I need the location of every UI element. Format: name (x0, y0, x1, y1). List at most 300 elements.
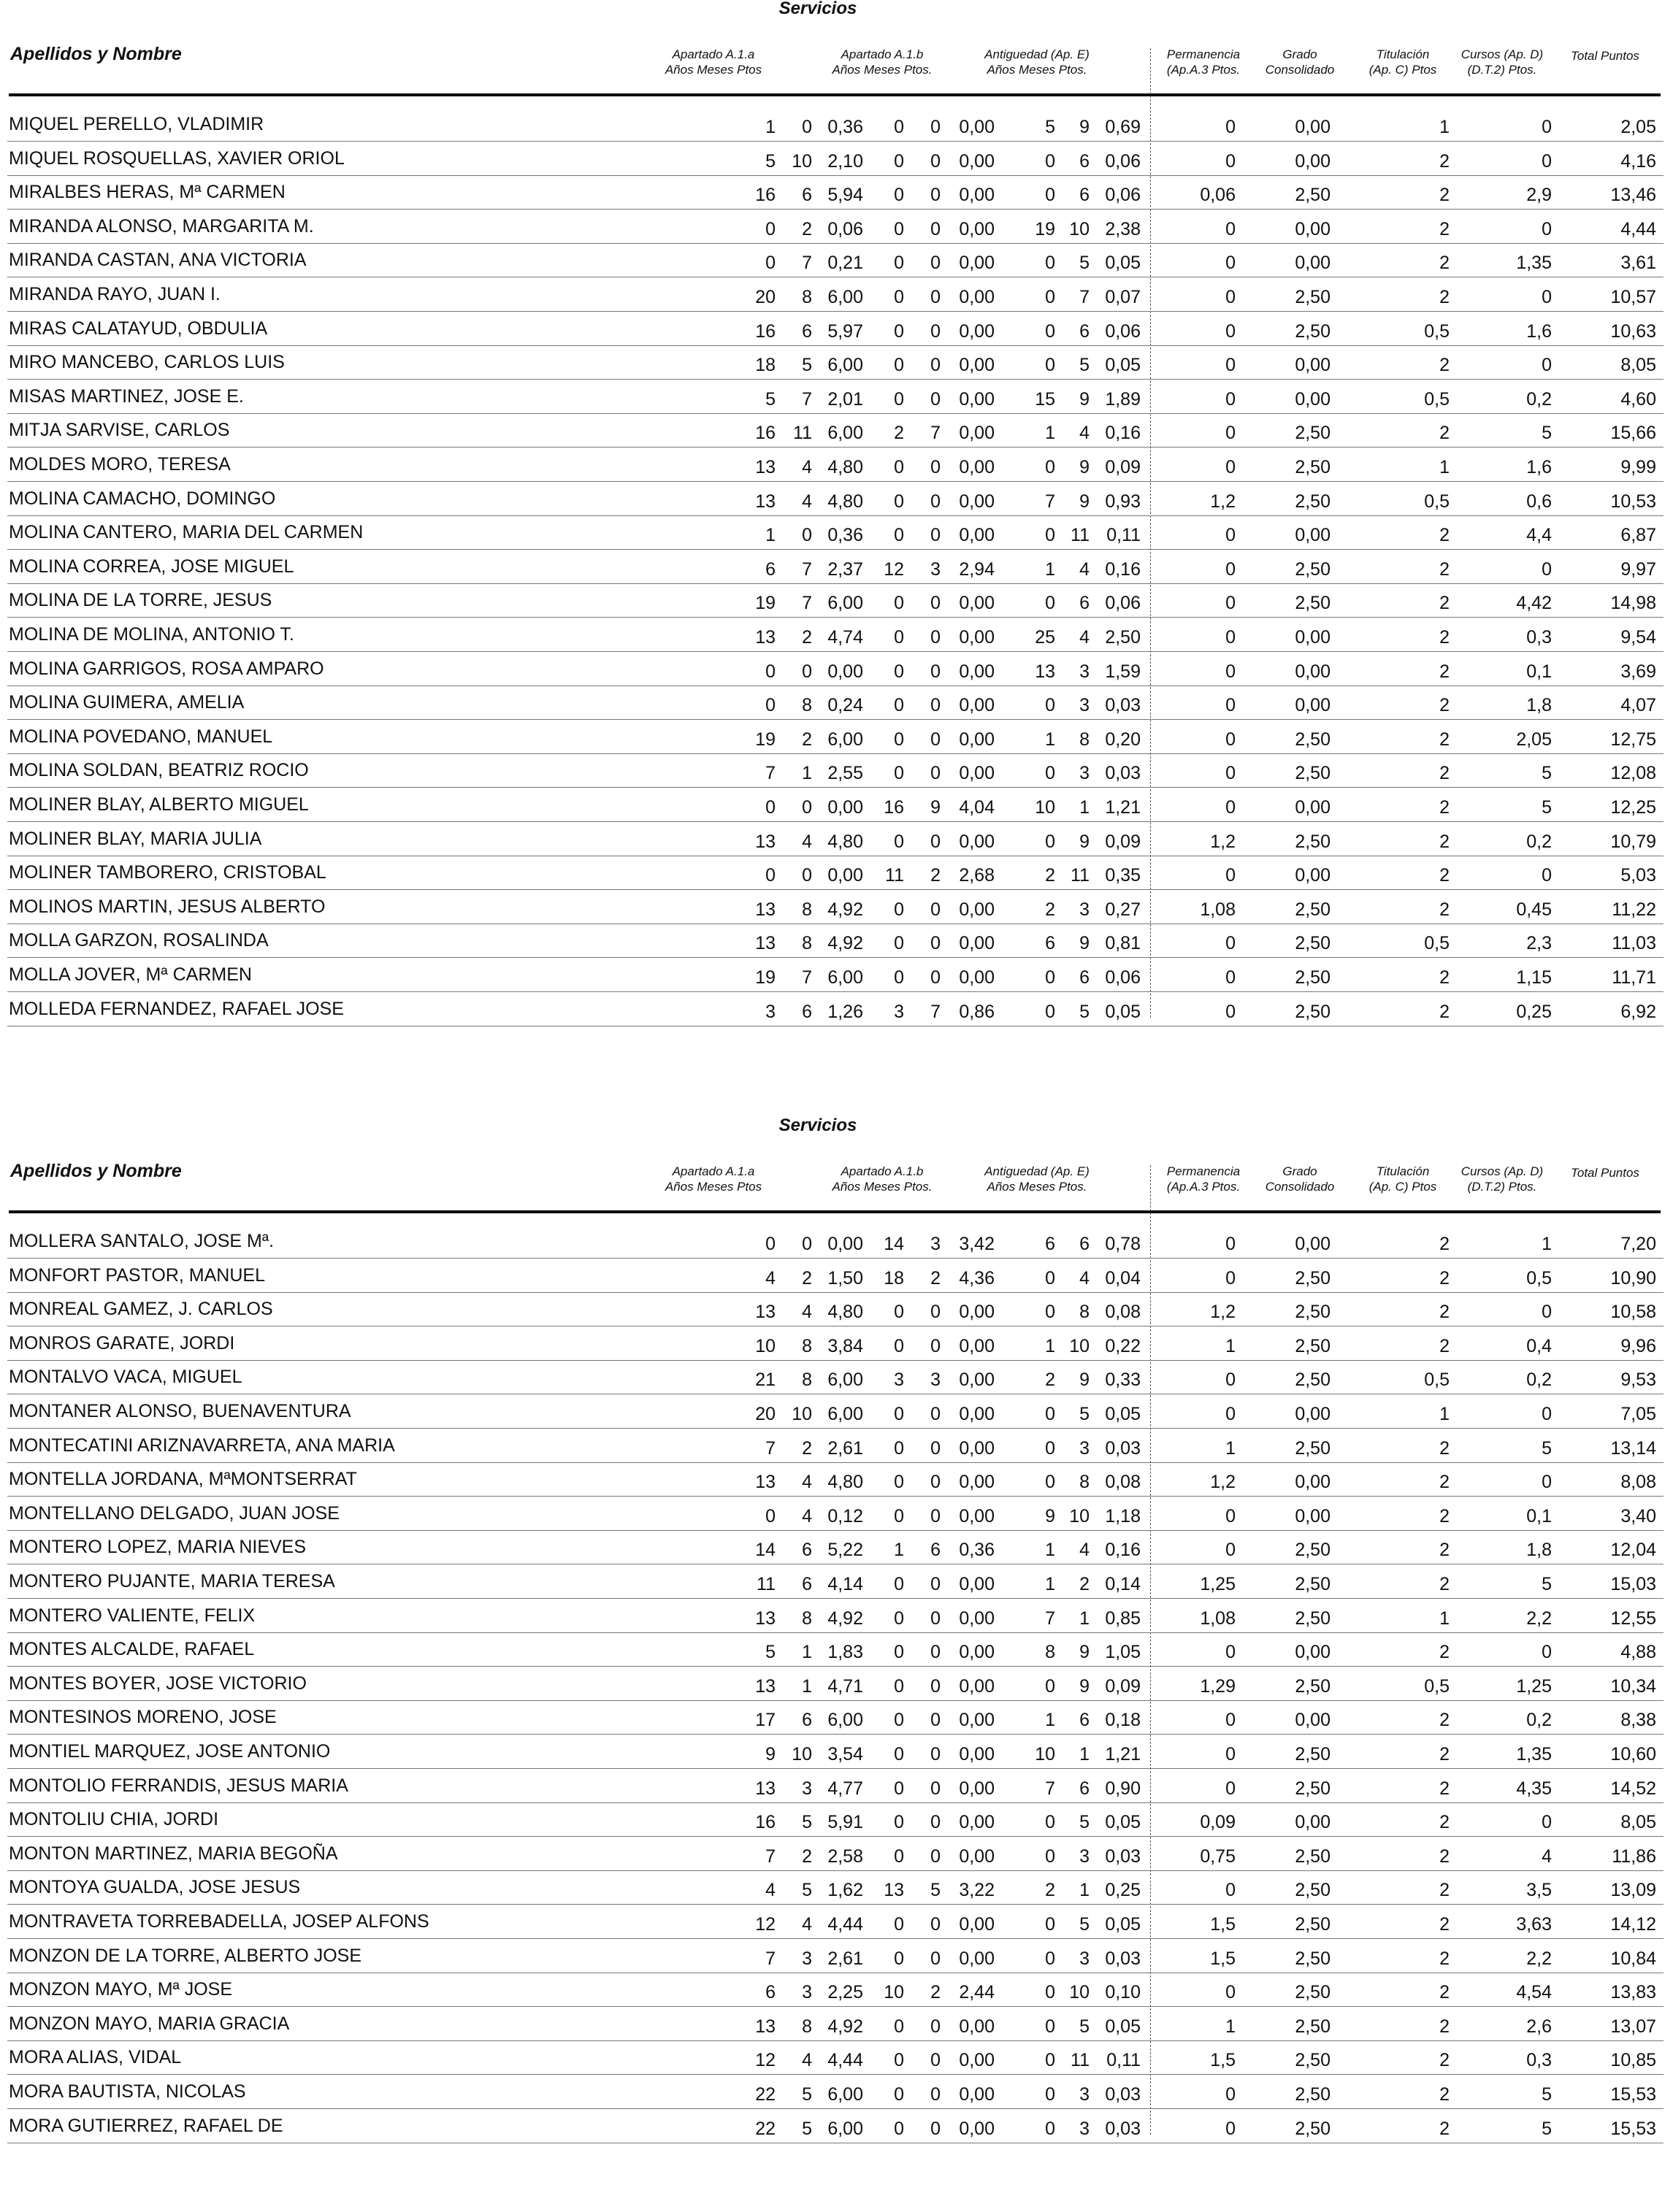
table-cell: 19 (755, 967, 776, 988)
table-cell: 6 (1045, 1234, 1055, 1254)
table-cell: 2 (1439, 218, 1450, 239)
table-cell: 0,03 (1105, 1437, 1141, 1459)
employee-name: MISAS MARTINEZ, JOSE E. (9, 385, 244, 407)
table-cell: 2 (1439, 627, 1450, 648)
table-cell: 8,08 (1620, 1472, 1656, 1493)
table-cell: 0,00 (959, 287, 995, 307)
table-cell: 0 (930, 1574, 941, 1594)
column-header-total: Total Puntos (1571, 49, 1639, 63)
table-cell: 1 (1225, 1437, 1236, 1459)
table-cell: 0 (930, 355, 941, 376)
employee-name: MOLINA CANTERO, MARIA DEL CARMEN (9, 522, 364, 543)
employee-name: MOLINOS MARTIN, JESUS ALBERTO (9, 896, 326, 917)
table-cell: 0,3 (1526, 2050, 1552, 2071)
table-cell: 5,94 (827, 185, 863, 206)
table-cell: 4,80 (827, 457, 863, 477)
table-cell: 3 (930, 1370, 941, 1391)
table-cell: 5 (802, 1812, 812, 1833)
table-cell: 6,00 (827, 423, 863, 444)
table-cell: 2 (1439, 1540, 1450, 1561)
table-cell: 0,03 (1105, 1846, 1141, 1867)
table-cell: 0 (765, 797, 776, 818)
table-cell: 0,06 (1105, 185, 1141, 206)
table-cell: 13 (755, 1675, 776, 1697)
table-cell: 2 (1439, 185, 1450, 206)
table-cell: 0,20 (1105, 729, 1141, 750)
table-cell: 0,5 (1424, 320, 1450, 342)
table-cell: 3 (1079, 1846, 1090, 1867)
table-cell: 7 (1079, 287, 1090, 307)
employee-name: MONTERO PUJANTE, MARIA TERESA (9, 1571, 335, 1591)
table-cell: 0,00 (1295, 1710, 1331, 1731)
table-cell: 2 (1439, 1335, 1450, 1356)
table-cell: 0,36 (827, 117, 863, 137)
table-cell: 2,50 (1295, 1302, 1331, 1323)
table-cell: 0 (1225, 865, 1236, 886)
table-cell: 0 (1542, 1404, 1552, 1424)
table-cell: 0,00 (1295, 218, 1331, 239)
row-separator (7, 1292, 1664, 1293)
table-cell: 0,78 (1105, 1234, 1141, 1254)
table-cell: 1,08 (1200, 899, 1236, 920)
table-cell: 0,00 (959, 1846, 995, 1867)
table-cell: 1 (802, 1675, 812, 1697)
table-cell: 6,00 (827, 967, 863, 988)
table-cell: 0,14 (1105, 1574, 1141, 1594)
table-cell: 2,44 (959, 1982, 995, 2003)
table-cell: 13 (1035, 661, 1055, 682)
table-cell: 10 (1035, 1744, 1055, 1764)
table-cell: 13 (755, 491, 776, 512)
table-cell: 2 (930, 1267, 941, 1289)
table-cell: 5 (1542, 2084, 1552, 2105)
table-cell: 1,15 (1516, 967, 1552, 988)
row-separator (7, 481, 1664, 482)
table-cell: 0 (1225, 1982, 1236, 2003)
table-cell: 0 (930, 1846, 941, 1867)
table-cell: 0 (1225, 1370, 1236, 1391)
table-cell: 13 (755, 2016, 776, 2037)
table-cell: 2,50 (1295, 2050, 1331, 2071)
employee-name: MOLINER BLAY, ALBERTO MIGUEL (9, 794, 309, 815)
row-separator (7, 345, 1664, 346)
table-row (0, 347, 1673, 381)
table-cell: 13 (755, 831, 776, 852)
table-cell: 7 (802, 967, 812, 988)
table-row (0, 484, 1673, 518)
table-cell: 0 (894, 185, 904, 206)
employee-name: MONTESINOS MORENO, JOSE (9, 1707, 277, 1728)
table-cell: 0 (1225, 117, 1236, 137)
table-cell: 0 (894, 457, 904, 477)
table-cell: 12 (884, 558, 904, 580)
table-cell: 0 (1542, 1472, 1552, 1493)
table-cell: 0 (1225, 729, 1236, 750)
table-cell: 2 (1439, 1505, 1450, 1526)
table-cell: 0,05 (1105, 355, 1141, 376)
table-cell: 2,50 (1295, 967, 1331, 988)
table-cell: 1 (1079, 797, 1090, 818)
table-cell: 5 (1079, 2016, 1090, 2037)
table-cell: 3,69 (1620, 661, 1656, 682)
table-cell: 10,58 (1610, 1302, 1656, 1323)
table-row (0, 1567, 1673, 1600)
column-header-a1a: Apartado A.1.a Años Meses Ptos (665, 1164, 762, 1194)
table-cell: 0,00 (959, 1812, 995, 1833)
table-cell: 0 (1225, 1880, 1236, 1901)
table-cell: 16 (755, 185, 776, 206)
table-cell: 19 (1035, 218, 1055, 239)
row-separator (7, 1496, 1664, 1497)
table-cell: 4 (1079, 558, 1090, 580)
column-header-grado: Grado Consolidado (1265, 1164, 1335, 1194)
table-cell: 0,00 (959, 1948, 995, 1969)
table-cell: 0,00 (959, 1505, 995, 1526)
table-cell: 1 (1045, 729, 1055, 750)
table-cell: 0 (1225, 1234, 1236, 1254)
table-cell: 2 (1439, 1437, 1450, 1459)
table-cell: 7 (802, 388, 812, 410)
table-cell: 0,3 (1526, 627, 1552, 648)
table-cell: 9 (1079, 388, 1090, 410)
table-cell: 6,00 (827, 2084, 863, 2105)
table-cell: 0,00 (1295, 388, 1331, 410)
table-cell: 1 (1225, 2016, 1236, 2037)
table-cell: 2 (1079, 1574, 1090, 1594)
table-cell: 0 (930, 1675, 941, 1697)
row-separator (7, 1632, 1664, 1633)
table-cell: 4 (802, 831, 812, 852)
table-cell: 8 (802, 695, 812, 716)
table-cell: 0 (802, 525, 812, 546)
table-cell: 6,92 (1620, 1001, 1656, 1022)
table-cell: 0 (1542, 287, 1552, 307)
table-cell: 2 (802, 1267, 812, 1289)
table-cell: 2,50 (1295, 457, 1331, 477)
table-cell: 10,79 (1610, 831, 1656, 852)
table-cell: 0,03 (1105, 2118, 1141, 2139)
table-cell: 5 (802, 2084, 812, 2105)
employee-name: MITJA SARVISE, CARLOS (9, 420, 230, 441)
table-cell: 2,50 (1295, 593, 1331, 614)
table-cell: 2 (1439, 1472, 1450, 1493)
table-cell: 2,50 (1295, 1540, 1331, 1561)
table-cell: 1 (1079, 1744, 1090, 1764)
table-cell: 2 (930, 865, 941, 886)
table-cell: 0,00 (827, 661, 863, 682)
table-cell: 5,91 (827, 1812, 863, 1833)
table-cell: 2 (1439, 593, 1450, 614)
table-cell: 0,00 (1295, 627, 1331, 648)
table-cell: 0,16 (1105, 1540, 1141, 1561)
table-row (0, 824, 1673, 858)
table-row (0, 2077, 1673, 2111)
table-row (0, 177, 1673, 211)
table-cell: 10,53 (1610, 491, 1656, 512)
table-cell: 5 (802, 355, 812, 376)
row-separator (7, 447, 1664, 448)
table-cell: 0,09 (1105, 1675, 1141, 1697)
table-cell: 0 (1542, 1302, 1552, 1323)
table-cell: 3,61 (1620, 253, 1656, 274)
table-cell: 11 (1071, 525, 1090, 546)
row-separator (7, 175, 1664, 176)
table-cell: 6 (802, 1001, 812, 1022)
column-header-total: Total Puntos (1571, 1166, 1639, 1180)
table-cell: 4,80 (827, 1302, 863, 1323)
table-cell: 0 (1225, 593, 1236, 614)
table-row (0, 1635, 1673, 1668)
table-cell: 13 (755, 1472, 776, 1493)
table-cell: 0,00 (959, 933, 995, 954)
table-cell: 1,25 (1516, 1675, 1552, 1697)
table-cell: 0 (894, 729, 904, 750)
table-row (0, 110, 1673, 143)
table-cell: 0 (930, 218, 941, 239)
table-cell: 15,66 (1610, 423, 1656, 444)
table-cell: 0 (1225, 320, 1236, 342)
table-cell: 0 (930, 627, 941, 648)
table-row (0, 1669, 1673, 1702)
table-cell: 4 (802, 1302, 812, 1323)
table-cell: 4,42 (1516, 593, 1552, 614)
employee-name: MIRANDA RAYO, JUAN I. (9, 284, 221, 304)
table-cell: 11,86 (1612, 1846, 1656, 1867)
table-cell: 0 (1225, 2118, 1236, 2139)
row-separator (7, 1836, 1664, 1837)
table-row (0, 994, 1673, 1028)
table-cell: 0,4 (1526, 1335, 1552, 1356)
table-cell: 2 (1439, 661, 1450, 682)
table-cell: 0 (1542, 558, 1552, 580)
table-row (0, 552, 1673, 585)
table-cell: 0 (894, 287, 904, 307)
table-cell: 0,00 (959, 320, 995, 342)
table-cell: 0 (894, 150, 904, 172)
table-cell: 0 (1225, 355, 1236, 376)
table-cell: 0,1 (1526, 1505, 1552, 1526)
row-separator (7, 2108, 1664, 2109)
table-cell: 20 (755, 287, 776, 307)
table-row (0, 1975, 1673, 2008)
table-cell: 4,92 (827, 1608, 863, 1629)
table-cell: 2,50 (1295, 1001, 1331, 1022)
table-cell: 0,00 (959, 1778, 995, 1799)
employee-name: MORA ALIAS, VIDAL (9, 2047, 182, 2068)
table-cell: 0,00 (959, 2118, 995, 2139)
table-cell: 0,00 (959, 831, 995, 852)
table-cell: 9,96 (1620, 1335, 1656, 1356)
row-separator (7, 1666, 1664, 1667)
table-cell: 0 (930, 593, 941, 614)
employee-name: MORA GUTIERREZ, RAFAEL DE (9, 2115, 283, 2136)
table-cell: 6 (1079, 185, 1090, 206)
table-cell: 2,25 (827, 1982, 863, 2003)
table-cell: 0,06 (1105, 320, 1141, 342)
table-cell: 0 (1225, 1540, 1236, 1561)
table-cell: 2 (1439, 423, 1450, 444)
table-cell: 0 (894, 627, 904, 648)
table-cell: 0 (930, 1505, 941, 1526)
table-cell: 2 (1439, 1982, 1450, 2003)
table-cell: 2,50 (1295, 1846, 1331, 1867)
row-separator (7, 821, 1664, 822)
table-cell: 0 (1542, 865, 1552, 886)
table-cell: 0 (930, 185, 941, 206)
table-cell: 6 (1079, 1234, 1090, 1254)
table-cell: 0,05 (1105, 1914, 1141, 1935)
row-separator (7, 991, 1664, 992)
table-cell: 1,18 (1105, 1505, 1141, 1526)
table-cell: 1 (802, 763, 812, 784)
table-cell: 2,50 (1105, 627, 1141, 648)
employee-name: MOLLEDA FERNANDEZ, RAFAEL JOSE (9, 998, 344, 1019)
table-cell: 2 (1439, 865, 1450, 886)
table-cell: 2,58 (827, 1846, 863, 1867)
table-cell: 1 (1045, 1540, 1055, 1561)
table-cell: 0 (894, 1642, 904, 1663)
column-header-tit: Titulación (Ap. C) Ptos (1368, 47, 1437, 77)
table-cell: 0,16 (1105, 558, 1141, 580)
table-cell: 2,50 (1295, 1948, 1331, 1969)
table-cell: 2,10 (827, 150, 863, 172)
table-row (0, 245, 1673, 279)
table-row (0, 892, 1673, 926)
table-cell: 2,50 (1295, 558, 1331, 580)
row-separator (7, 651, 1664, 652)
table-row (0, 450, 1673, 483)
table-cell: 3 (1079, 695, 1090, 716)
table-row (0, 1873, 1673, 1906)
table-cell: 0 (930, 525, 941, 546)
employee-name: MOLLA JOVER, Mª CARMEN (9, 964, 252, 985)
table-cell: 7 (765, 1437, 776, 1459)
table-cell: 0 (930, 1437, 941, 1459)
employee-name: MONTRAVETA TORREBADELLA, JOSEP ALFONS (9, 1911, 429, 1932)
table-cell: 13 (755, 933, 776, 954)
table-cell: 1,6 (1526, 320, 1552, 342)
table-cell: 0,75 (1200, 1846, 1236, 1867)
table-cell: 0 (1045, 525, 1055, 546)
table-cell: 7 (765, 1948, 776, 1969)
table-cell: 6,00 (827, 729, 863, 750)
table-cell: 0 (894, 388, 904, 410)
table-cell: 1 (802, 1642, 812, 1663)
table-cell: 12,08 (1610, 763, 1656, 784)
table-cell: 0 (1045, 457, 1055, 477)
employee-name: MONTOLIO FERRANDIS, JESUS MARIA (9, 1775, 348, 1796)
table-cell: 0 (930, 1914, 941, 1935)
table-cell: 4 (1079, 423, 1090, 444)
employee-name: MONZON DE LA TORRE, ALBERTO JOSE (9, 1945, 362, 1966)
table-cell: 16 (755, 423, 776, 444)
table-cell: 14,98 (1610, 593, 1656, 614)
table-cell: 9 (1079, 1675, 1090, 1697)
table-cell: 2,3 (1526, 933, 1552, 954)
table-cell: 10 (1069, 1982, 1090, 2003)
table-cell: 1 (1045, 1710, 1055, 1731)
table-cell: 0 (1225, 933, 1236, 954)
page-section (0, 0, 1673, 1095)
table-cell: 0,00 (1295, 117, 1331, 137)
table-cell: 2 (1439, 253, 1450, 274)
employee-name: MOLINER BLAY, MARIA JULIA (9, 828, 262, 849)
table-cell: 0,11 (1106, 525, 1141, 546)
table-cell: 0 (802, 797, 812, 818)
table-cell: 0 (1225, 457, 1236, 477)
table-row (0, 858, 1673, 891)
table-cell: 4 (802, 1914, 812, 1935)
employee-name: MOLDES MORO, TERESA (9, 454, 231, 475)
table-row (0, 2111, 1673, 2145)
table-cell: 2,50 (1295, 1574, 1331, 1594)
table-cell: 0 (1225, 967, 1236, 988)
table-cell: 0,25 (1105, 1880, 1141, 1901)
table-cell: 0 (894, 1710, 904, 1731)
table-cell: 0 (1225, 661, 1236, 682)
table-cell: 6,00 (827, 287, 863, 307)
table-cell: 5 (1542, 1437, 1552, 1459)
column-header-a1b: Apartado A.1.b Años Meses Ptos. (832, 1164, 933, 1194)
table-cell: 0 (894, 1812, 904, 1833)
table-cell: 8 (802, 2016, 812, 2037)
table-cell: 2 (930, 1982, 941, 2003)
table-cell: 0,5 (1424, 491, 1450, 512)
table-cell: 2 (1439, 899, 1450, 920)
table-cell: 0,00 (959, 253, 995, 274)
table-cell: 1,35 (1516, 253, 1552, 274)
table-row (0, 1362, 1673, 1396)
table-row (0, 415, 1673, 449)
table-cell: 3 (802, 1778, 812, 1799)
table-cell: 0,00 (1295, 150, 1331, 172)
employee-name: MONTECATINI ARIZNAVARRETA, ANA MARIA (9, 1435, 395, 1456)
row-separator (7, 1598, 1664, 1599)
table-cell: 4,54 (1516, 1982, 1552, 2003)
table-cell: 2 (1439, 525, 1450, 546)
table-cell: 0,00 (959, 1642, 995, 1663)
table-cell: 7 (802, 253, 812, 274)
table-cell: 0,00 (959, 593, 995, 614)
table-cell: 4 (802, 2050, 812, 2071)
table-cell: 2,50 (1295, 1608, 1331, 1629)
table-cell: 0,00 (959, 117, 995, 137)
table-cell: 14 (755, 1540, 776, 1561)
table-cell: 0 (930, 1812, 941, 1833)
table-cell: 14,12 (1610, 1914, 1656, 1935)
table-cell: 0,00 (959, 1404, 995, 1424)
row-separator (7, 413, 1664, 414)
table-cell: 0,21 (827, 253, 863, 274)
table-cell: 4 (802, 1505, 812, 1526)
table-cell: 0 (894, 1404, 904, 1424)
table-cell: 0 (1045, 1437, 1055, 1459)
table-cell: 1,21 (1105, 1744, 1141, 1764)
table-row (0, 722, 1673, 756)
table-cell: 0,00 (959, 2016, 995, 2037)
employee-name: MOLINA DE LA TORRE, JESUS (9, 590, 272, 611)
table-cell: 0 (1542, 218, 1552, 239)
table-cell: 0 (930, 2050, 941, 2071)
table-cell: 0 (802, 661, 812, 682)
table-cell: 8,05 (1620, 1812, 1656, 1833)
table-cell: 9 (765, 1744, 776, 1764)
table-row (0, 620, 1673, 653)
table-cell: 4,92 (827, 2016, 863, 2037)
table-cell: 0 (930, 1710, 941, 1731)
row-separator (7, 1360, 1664, 1361)
table-cell: 8,38 (1620, 1710, 1656, 1731)
